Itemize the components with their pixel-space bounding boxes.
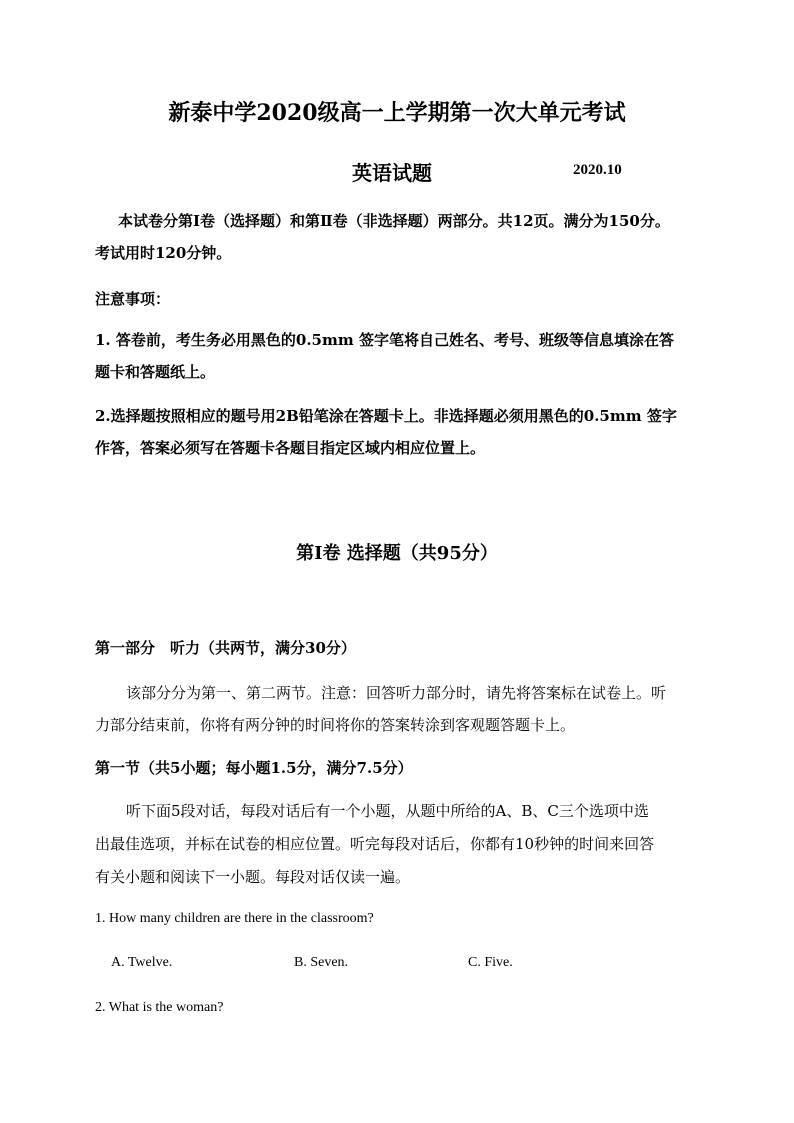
exam-date: 2020.10 [573, 162, 622, 178]
question-1-option-c: C. Five. [468, 955, 513, 970]
note-2-line-2: 作答，答案必须写在答题卡各题目指定区域内相应位置上。 [95, 439, 486, 457]
note-1-line-2: 题卡和答题纸上。 [95, 363, 216, 381]
exam-title: 新泰中学2020级高一上学期第一次大单元考试 [168, 100, 626, 126]
note-2-line-1: 2.选择题按照相应的题号用2B铅笔涂在答题卡上。非选择题必须用黑色的0.5mm 签字 [95, 407, 677, 425]
question-2-stem: 2. What is the woman? [95, 1000, 224, 1015]
section-1-desc-line-1: 听下面5段对话，每段对话后有一个小题，从题中所给的A、B、C三个选项中选 [126, 802, 649, 820]
section-1-desc-line-2: 出最佳选项，并标在试卷的相应位置。听完每段对话后，你都有10秒钟的时间来回答 [95, 835, 655, 853]
intro-line-2: 考试用时120分钟。 [95, 244, 232, 262]
part-1-desc-line-2: 力部分结束前，你将有两分钟的时间将你的答案转涂到客观题答题卡上。 [95, 716, 576, 734]
volume-1-title: 第Ⅰ卷 选择题（共95分） [296, 543, 498, 564]
part-1-heading: 第一部分 听力（共两节，满分30分） [95, 639, 356, 657]
question-1-option-b: B. Seven. [294, 955, 349, 970]
notes-heading: 注意事项： [95, 290, 171, 308]
question-1-option-a: A. Twelve. [111, 955, 173, 970]
section-1-heading: 第一节（共5小题；每小题1.5分，满分7.5分） [95, 759, 413, 777]
note-1-line-1: 1. 答卷前，考生务必用黑色的0.5mm 签字笔将自己姓名、考号、班级等信息填涂在答 [95, 331, 674, 349]
exam-subtitle: 英语试题 [352, 161, 432, 185]
question-1-stem: 1. How many children are there in the classroom? [95, 911, 374, 926]
part-1-desc-line-1: 该部分分为第一、第二两节。注意：回答听力部分时，请先将答案标在试卷上。听 [126, 684, 667, 702]
section-1-desc-line-3: 有关小题和阅读下一小题。每段对话仅读一遍。 [95, 868, 411, 886]
intro-line-1: 本试卷分第Ⅰ卷（选择题）和第Ⅱ卷（非选择题）两部分。共12页。满分为150分。 [118, 212, 670, 230]
